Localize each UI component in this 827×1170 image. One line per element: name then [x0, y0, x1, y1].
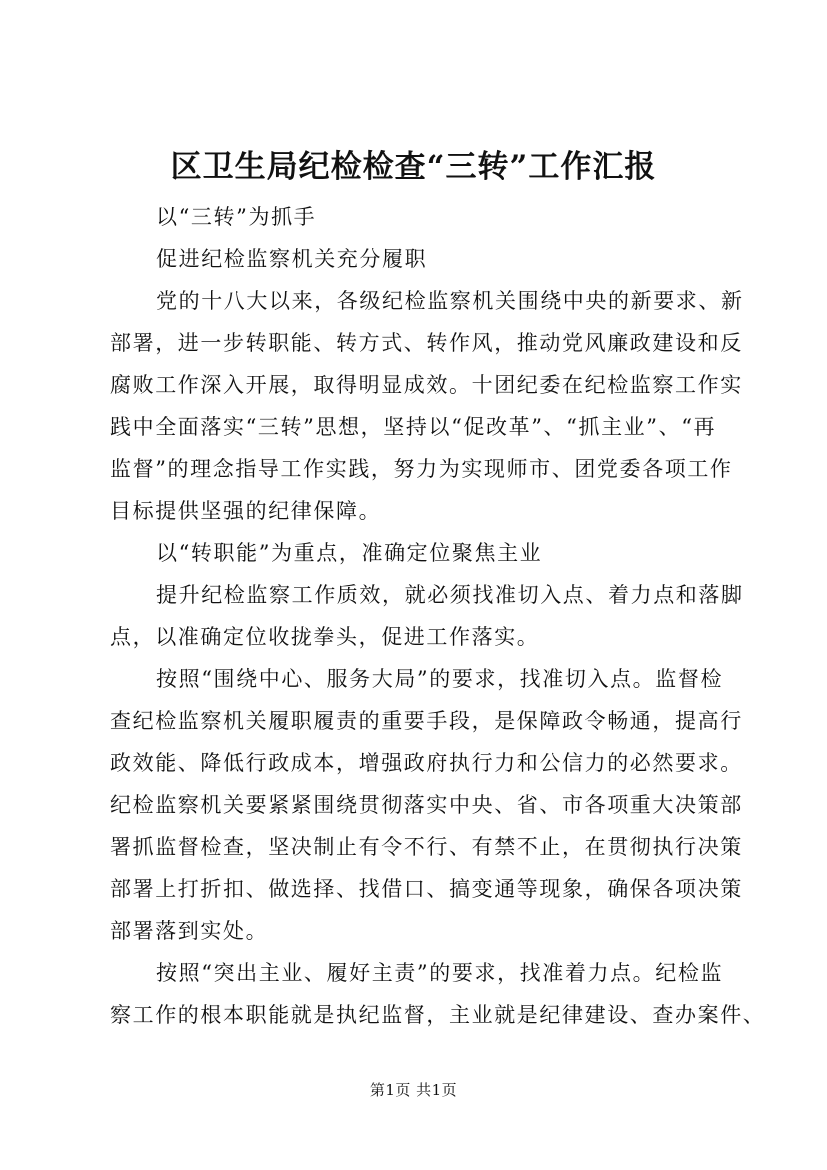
paragraph-line: 署抓监督检查，坚决制止有令不行、有禁不止，在贯彻执行决策 [110, 835, 743, 859]
paragraph-line: 纪检监察机关要紧紧围绕贯彻落实中央、省、市各项重大决策部 [110, 793, 743, 817]
paragraph-line: 查纪检监察机关履职履责的重要手段，是保障政令畅通，提高行 [110, 709, 743, 733]
paragraph-line: 部署，进一步转职能、转方式、转作风，推动党风廉政建设和反 [110, 331, 743, 355]
document-title: 区卫生局纪检检查“三转”工作汇报 [170, 149, 657, 185]
paragraph-line: 目标提供坚强的纪律保障。 [110, 499, 382, 523]
document-body [110, 196, 766, 1036]
paragraph-line: 部署上打折扣、做选择、找借口、搞变通等现象，确保各项决策 [110, 877, 743, 901]
paragraph-line: 腐败工作深入开展，取得明显成效。十团纪委在纪检监察工作实 [110, 373, 743, 397]
paragraph-line: 点，以准确定位收拢拳头，促进工作落实。 [110, 625, 540, 649]
paragraph-line: 政效能、降低行政成本，增强政府执行力和公信力的必然要求。 [110, 751, 743, 775]
subtitle-line-1: 以“三转”为抓手 [156, 205, 317, 229]
paragraph-line: 践中全面落实“三转”思想，坚持以“促改革”、“抓主业”、“再 [110, 415, 717, 439]
paragraph-line: 部署落到实处。 [110, 919, 269, 943]
page-footer: 第1页 共1页 [369, 1081, 458, 1099]
paragraph-line: 党的十八大以来，各级纪检监察机关围绕中央的新要求、新 [156, 289, 744, 313]
paragraph-line: 按照“突出主业、履好主责”的要求，找准着力点。纪检监 [156, 961, 724, 985]
paragraph-line: 监督”的理念指导工作实践，努力为实现师市、团党委各项工作 [110, 457, 733, 481]
paragraph-line: 按照“围绕中心、服务大局”的要求，找准切入点。监督检 [156, 667, 724, 691]
subtitle-line-2: 促进纪检监察机关充分履职 [156, 247, 428, 271]
paragraph-line: 察工作的根本职能就是执纪监督，主业就是纪律建设、查办案件、 [110, 1003, 766, 1027]
paragraph-line: 提升纪检监察工作质效，就必须找准切入点、着力点和落脚 [156, 583, 744, 607]
section-heading-line: 以“转职能”为重点，准确定位聚焦主业 [156, 541, 543, 565]
